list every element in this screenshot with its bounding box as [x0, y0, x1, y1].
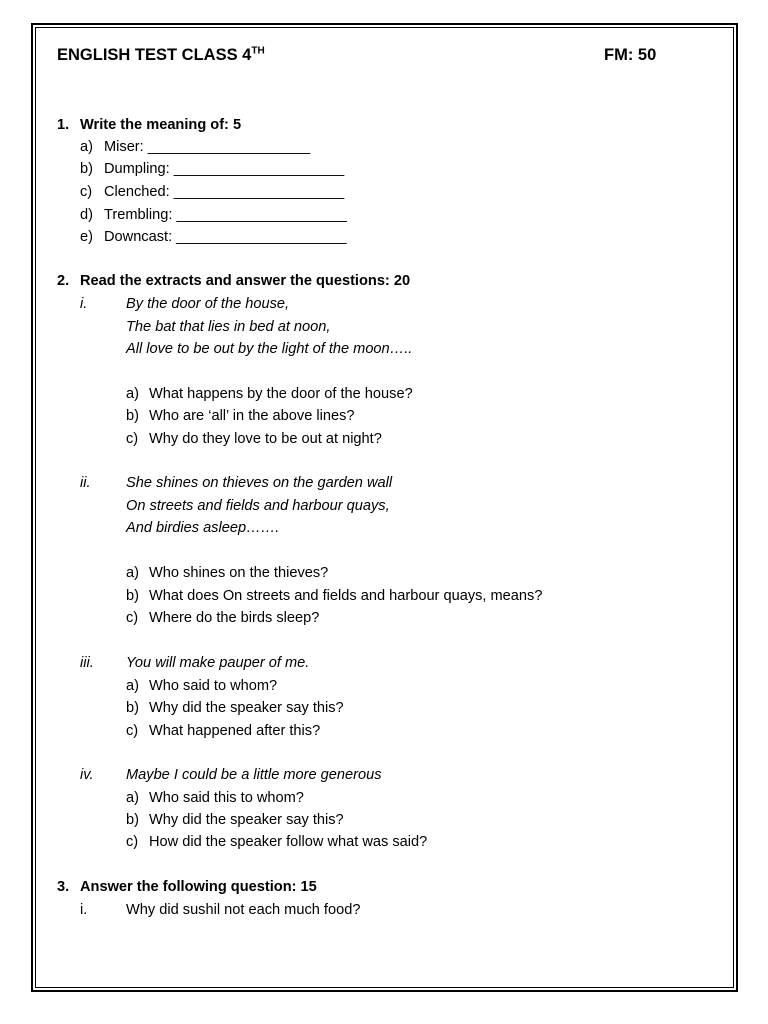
extract-question-marker: b): [126, 408, 139, 424]
extract-line: Maybe I could be a little more generous: [126, 767, 382, 783]
extract-marker: iv.: [80, 767, 94, 783]
extract-line: The bat that lies in bed at noon,: [126, 319, 331, 335]
q2-number: 2.: [57, 273, 70, 289]
q1-item-text: Trembling: _____________________: [104, 207, 347, 223]
q1-item-text: Miser: ____________________: [104, 139, 311, 155]
extract-question-marker: a): [126, 565, 139, 581]
extract-line: She shines on thieves on the garden wall: [126, 475, 393, 491]
extract-question-marker: b): [126, 700, 139, 716]
extract-line: And birdies asleep…….: [126, 520, 280, 536]
extract-question-text: Why do they love to be out at night?: [149, 431, 382, 447]
test-title-superscript: TH: [251, 45, 265, 57]
extract-line: All love to be out by the light of the moon…..: [126, 341, 413, 357]
q1-item-text: Downcast: _____________________: [104, 229, 347, 245]
q1-item-marker: d): [80, 207, 93, 223]
extract-marker: i.: [80, 296, 88, 312]
q3-number: 3.: [57, 879, 70, 895]
extract-question-marker: a): [126, 386, 139, 402]
extract-question-marker: c): [126, 834, 139, 850]
q2-prompt: Read the extracts and answer the questions: 20: [80, 273, 411, 289]
extract-question-text: What happens by the door of the house?: [149, 386, 413, 402]
full-marks: FM: 50: [604, 46, 657, 64]
extract-question-text: Who shines on the thieves?: [149, 565, 329, 581]
q1-item-marker: a): [80, 139, 93, 155]
q1-item-text: Clenched: _____________________: [104, 184, 345, 200]
q3-item-marker: i.: [80, 902, 88, 918]
extract-question-text: How did the speaker follow what was said?: [149, 834, 428, 850]
extract-line: On streets and fields and harbour quays,: [126, 498, 390, 514]
extract-line: You will make pauper of me.: [126, 655, 310, 671]
q1-item-marker: c): [80, 184, 93, 200]
extract-question-text: Who said to whom?: [149, 678, 278, 694]
extract-marker: iii.: [80, 655, 94, 671]
extract-question-marker: b): [126, 588, 139, 604]
extract-question-marker: b): [126, 812, 139, 828]
q1-number: 1.: [57, 117, 70, 133]
extract-question-text: What does On streets and fields and harbour quays, means?: [149, 588, 543, 604]
extract-question-marker: a): [126, 678, 139, 694]
extract-question-text: Who said this to whom?: [149, 790, 304, 806]
extract-question-marker: c): [126, 610, 139, 626]
extract-question-text: What happened after this?: [149, 723, 321, 739]
extract-question-text: Who are ‘all’ in the above lines?: [149, 408, 355, 424]
q3-item-text: Why did sushil not each much food?: [126, 902, 361, 918]
extract-question-marker: c): [126, 723, 139, 739]
q1-item-marker: b): [80, 161, 93, 177]
extract-question-marker: c): [126, 431, 139, 447]
q1-item-text: Dumpling: _____________________: [104, 161, 345, 177]
q1-prompt: Write the meaning of: 5: [80, 117, 242, 133]
q3-prompt: Answer the following question: 15: [80, 879, 317, 895]
extract-question-marker: a): [126, 790, 139, 806]
extract-question-text: Why did the speaker say this?: [149, 700, 344, 716]
extract-question-text: Where do the birds sleep?: [149, 610, 320, 626]
test-title-text: ENGLISH TEST CLASS 4: [57, 46, 252, 64]
extract-line: By the door of the house,: [126, 296, 290, 312]
extract-marker: ii.: [80, 475, 91, 491]
q1-item-marker: e): [80, 229, 93, 245]
extract-question-text: Why did the speaker say this?: [149, 812, 344, 828]
test-title: [57, 45, 265, 65]
